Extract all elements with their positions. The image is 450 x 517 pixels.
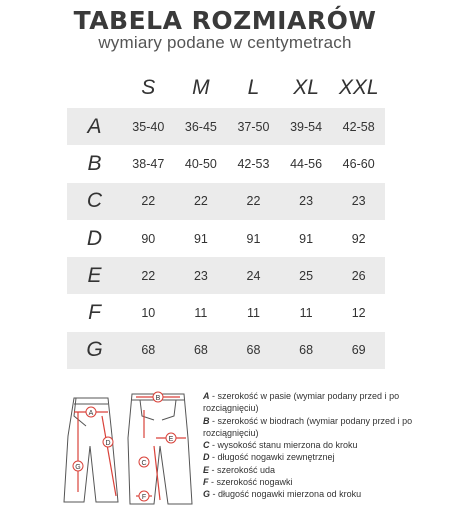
- row-label: B: [87, 151, 102, 175]
- column-header-m: M: [192, 76, 210, 99]
- column-header-l: L: [247, 76, 260, 99]
- table-row: [67, 294, 385, 331]
- column-header-s: S: [141, 76, 156, 99]
- marker-a: A: [88, 410, 94, 417]
- table-row: [67, 183, 385, 220]
- table-cell: 35-40: [132, 119, 165, 134]
- legend-text: - szerokość nogawki: [208, 477, 293, 488]
- table-cell: 37-50: [237, 119, 270, 134]
- page-title: TABELA ROZMIARÓW: [73, 6, 377, 35]
- table-cell: 12: [351, 306, 366, 321]
- table-cell: 44-56: [290, 156, 323, 171]
- trousers-diagram-svg: [44, 376, 204, 512]
- table-cell: 68: [246, 343, 261, 358]
- marker-b: B: [155, 395, 161, 402]
- row-label: A: [87, 114, 102, 138]
- table-cell: 23: [299, 194, 314, 209]
- row-label: G: [86, 338, 103, 362]
- table-cell: 22: [141, 268, 156, 283]
- trousers-diagram: [44, 376, 204, 512]
- row-label: E: [87, 263, 102, 287]
- page-subtitle: wymiary podane w centymetrach: [98, 33, 352, 52]
- table-cell: 38-47: [132, 156, 165, 171]
- legend-text: - wysokość stanu mierzona do kroku: [209, 440, 358, 451]
- table-cell: 22: [193, 194, 208, 209]
- marker-e: E: [168, 436, 174, 443]
- table-cell: 68: [299, 343, 314, 358]
- legend-key: C: [203, 440, 210, 451]
- legend-text: - szerokość w pasie (wymiar podany przed i po rozciągnięciu): [203, 391, 400, 414]
- legend-text: - szerokość w biodrach (wymiar podany przed i po rozciągnięciu): [203, 415, 413, 438]
- table-cell: 26: [351, 268, 366, 283]
- table-cell: 11: [299, 306, 313, 321]
- marker-c: C: [141, 460, 147, 467]
- legend-key: D: [203, 452, 210, 463]
- legend-key: F: [203, 477, 209, 488]
- table-cell: 11: [246, 306, 260, 321]
- table-cell: 36-45: [184, 119, 217, 134]
- legend-key: B: [203, 415, 210, 426]
- table-cell: 23: [193, 268, 208, 283]
- legend-item: [203, 476, 449, 488]
- table-cell: 39-54: [290, 119, 323, 134]
- table-cell: 22: [141, 194, 156, 209]
- table-cell: 90: [141, 231, 156, 246]
- table-cell: 69: [351, 343, 366, 358]
- table-cell: 42-58: [342, 119, 375, 134]
- table-cell: 10: [141, 306, 156, 321]
- table-cell: 24: [246, 268, 261, 283]
- table-cell: 22: [246, 194, 261, 209]
- table-cell: 68: [193, 343, 208, 358]
- legend-text: - długość nogawki mierzona od kroku: [210, 489, 362, 500]
- marker-g: G: [75, 464, 81, 471]
- table-cell: 42-53: [237, 156, 270, 171]
- table-cell: 91: [246, 231, 261, 246]
- legend-item: [203, 439, 449, 451]
- legend-item: [203, 390, 449, 415]
- legend-key: G: [203, 489, 211, 500]
- legend-item: [203, 451, 449, 463]
- row-label: F: [88, 301, 101, 325]
- measurement-legend: [203, 390, 449, 501]
- trousers-front-view: [128, 394, 192, 504]
- table-row: [67, 145, 385, 182]
- table-cell: 91: [299, 231, 314, 246]
- legend-key: E: [203, 464, 210, 475]
- table-cell: 91: [193, 231, 208, 246]
- table-row: [67, 220, 385, 257]
- column-header-xxl: XXL: [338, 76, 379, 99]
- table-cell: 23: [351, 194, 366, 209]
- column-header-xl: XL: [293, 76, 319, 99]
- legend-item: [203, 464, 449, 476]
- table-header-row: [67, 68, 385, 108]
- table-cell: 25: [299, 268, 314, 283]
- legend-item: [203, 415, 449, 440]
- table-cell: 68: [141, 343, 156, 358]
- table-row: [67, 257, 385, 294]
- table-cell: 46-60: [342, 156, 375, 171]
- table-cell: 92: [351, 231, 366, 246]
- size-table: [67, 68, 385, 369]
- legend-item: [203, 488, 449, 500]
- table-row: [67, 332, 385, 369]
- row-label: C: [86, 189, 103, 213]
- table-cell: 11: [194, 306, 208, 321]
- legend-key: A: [203, 391, 210, 401]
- marker-f: F: [141, 494, 147, 501]
- marker-d: D: [105, 440, 111, 447]
- table-row: [67, 108, 385, 145]
- legend-text: - długość nogawki zewnętrznej: [209, 452, 335, 463]
- table-cell: 40-50: [184, 156, 217, 171]
- row-label: D: [86, 226, 103, 250]
- legend-text: - szerokość uda: [209, 464, 276, 475]
